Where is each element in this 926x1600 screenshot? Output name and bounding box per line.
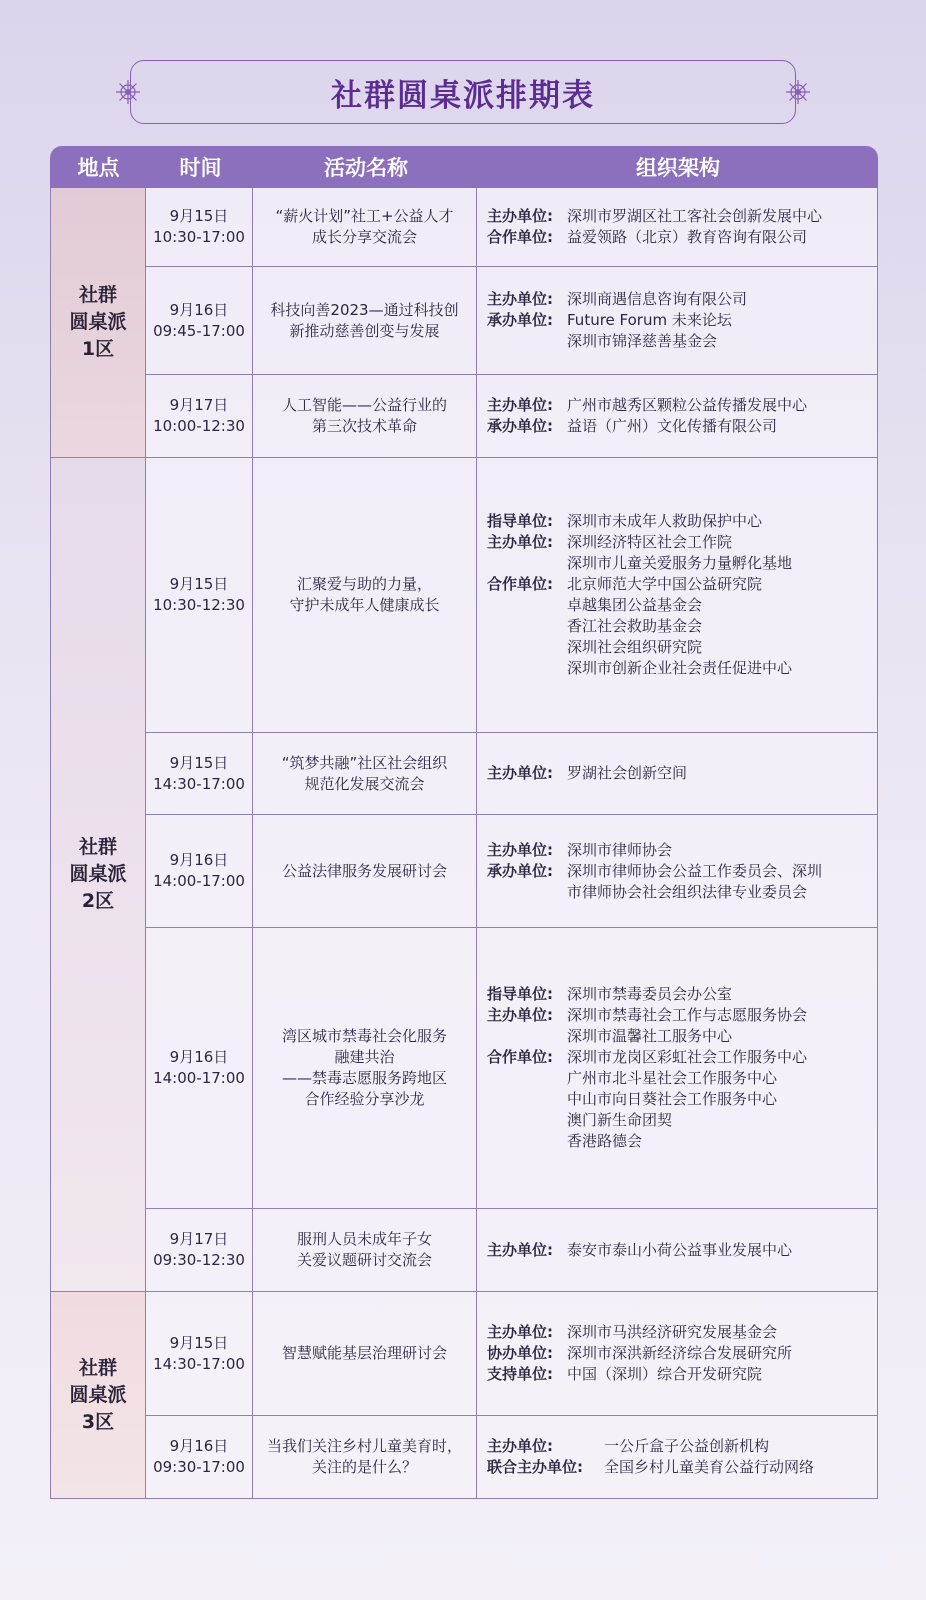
org-list bbox=[487, 1436, 814, 1478]
activity-name bbox=[289, 574, 439, 616]
activity-cell bbox=[253, 1416, 477, 1498]
table-row bbox=[146, 928, 877, 1209]
org-role: 合作单位: bbox=[487, 1048, 553, 1066]
event-date: 9月16日 bbox=[169, 300, 229, 319]
table-row bbox=[146, 815, 877, 928]
org-list bbox=[487, 1322, 792, 1385]
org-role bbox=[487, 637, 567, 658]
org-cell bbox=[477, 1292, 877, 1415]
ornament-icon bbox=[782, 76, 814, 108]
event-time: 14:00-17:00 bbox=[153, 1069, 245, 1087]
org-line bbox=[487, 395, 807, 416]
location-line: 圆桌派 bbox=[69, 863, 127, 885]
org-name: 益语（广州）文化传播有限公司 bbox=[567, 417, 778, 435]
table-row bbox=[146, 1292, 877, 1416]
event-time: 10:30-12:30 bbox=[153, 596, 245, 614]
org-cell bbox=[477, 267, 877, 374]
table-row bbox=[146, 733, 877, 815]
org-line bbox=[487, 984, 807, 1005]
location-group bbox=[50, 1292, 878, 1499]
org-line bbox=[487, 1005, 807, 1026]
org-line bbox=[487, 1457, 814, 1478]
org-list bbox=[487, 840, 822, 903]
org-name: 深圳市禁毒委员会办公室 bbox=[567, 985, 733, 1003]
event-date: 9月15日 bbox=[169, 1333, 229, 1352]
org-role bbox=[487, 1131, 567, 1152]
time-cell bbox=[146, 1209, 253, 1291]
activity-line: 成长分享交流会 bbox=[311, 228, 417, 246]
org-line bbox=[487, 416, 807, 437]
org-role: 主办单位: bbox=[487, 840, 553, 859]
org-role: 主办单位: bbox=[487, 1006, 553, 1024]
org-cell bbox=[477, 375, 877, 457]
org-name: 深圳市深洪新经济综合发展研究所 bbox=[567, 1344, 793, 1362]
org-line bbox=[487, 637, 792, 658]
org-name: 香港路德会 bbox=[567, 1132, 643, 1150]
org-line bbox=[487, 553, 792, 574]
time-cell bbox=[146, 1416, 253, 1498]
org-line bbox=[487, 1131, 807, 1152]
org-name: 深圳社会组织研究院 bbox=[567, 638, 703, 656]
org-role: 主办单位: bbox=[487, 396, 553, 414]
activity-line: 关爱议题研讨交流会 bbox=[296, 1251, 432, 1269]
activity-cell bbox=[253, 375, 477, 457]
table-body bbox=[50, 188, 878, 1499]
org-cell bbox=[477, 458, 877, 732]
org-name: 广州市越秀区颗粒公益传播发展中心 bbox=[567, 396, 808, 414]
location-label bbox=[69, 1355, 126, 1436]
org-role: 承办单位: bbox=[487, 417, 553, 435]
org-role bbox=[487, 1110, 567, 1131]
activity-line: 人工智能——公益行业的 bbox=[281, 396, 447, 414]
header-location: 地点 bbox=[77, 156, 120, 180]
org-name: 深圳市儿童关爱服务力量孵化基地 bbox=[567, 554, 793, 572]
org-line bbox=[487, 616, 792, 637]
org-line bbox=[487, 1343, 792, 1364]
event-time: 09:45-17:00 bbox=[153, 321, 245, 340]
org-line bbox=[487, 1110, 807, 1131]
location-label bbox=[69, 834, 126, 915]
org-role: 指导单位: bbox=[487, 512, 553, 530]
activity-line: 汇聚爱与助的力量， bbox=[296, 575, 432, 593]
activity-line: 合作经验分享沙龙 bbox=[304, 1090, 425, 1108]
org-list bbox=[487, 1240, 792, 1261]
org-list bbox=[487, 206, 822, 248]
event-time: 09:30-17:00 bbox=[153, 1458, 245, 1476]
event-time: 09:30-12:30 bbox=[153, 1251, 245, 1269]
event-date: 9月16日 bbox=[169, 1048, 229, 1066]
org-role bbox=[487, 553, 567, 574]
location-line: 圆桌派 bbox=[69, 1383, 127, 1406]
table-row bbox=[146, 458, 877, 733]
group-rows bbox=[146, 1292, 877, 1498]
activity-name bbox=[282, 1026, 447, 1110]
time-block bbox=[153, 206, 245, 248]
org-line bbox=[487, 289, 747, 310]
event-date: 9月16日 bbox=[169, 1437, 229, 1455]
activity-line: 当我们关注乡村儿童美育时， bbox=[266, 1437, 462, 1455]
activity-line: 关注的是什么？ bbox=[311, 1458, 417, 1476]
activity-name bbox=[275, 206, 453, 248]
time-cell bbox=[146, 375, 253, 457]
location-line: 社群 bbox=[78, 284, 117, 306]
activity-cell bbox=[253, 458, 477, 732]
event-date: 9月17日 bbox=[169, 396, 229, 414]
activity-cell bbox=[253, 1292, 477, 1415]
activity-line: 规范化发展交流会 bbox=[304, 774, 425, 793]
location-group bbox=[50, 458, 878, 1292]
org-role bbox=[487, 1089, 567, 1110]
table-header bbox=[50, 146, 878, 188]
org-line bbox=[487, 1436, 814, 1457]
org-line bbox=[487, 595, 792, 616]
org-name: 中国（深圳）综合开发研究院 bbox=[567, 1365, 763, 1383]
org-line bbox=[487, 310, 747, 331]
org-role bbox=[487, 658, 567, 679]
org-line bbox=[487, 882, 822, 903]
location-label bbox=[69, 282, 126, 363]
time-block bbox=[153, 574, 245, 616]
activity-line: 智慧赋能基层治理研讨会 bbox=[281, 1344, 447, 1362]
header-activity: 活动名称 bbox=[324, 156, 408, 180]
activity-name bbox=[282, 753, 448, 795]
activity-line: 融建共治 bbox=[334, 1048, 395, 1066]
org-role: 支持单位: bbox=[487, 1365, 553, 1383]
org-line bbox=[487, 763, 687, 784]
activity-line: “薪火计划”社工+公益人才 bbox=[275, 207, 454, 225]
table-row bbox=[146, 267, 877, 375]
activity-line: 公益法律服务发展研讨会 bbox=[281, 861, 447, 880]
org-line bbox=[487, 1068, 807, 1089]
org-cell bbox=[477, 1209, 877, 1291]
group-rows bbox=[146, 188, 877, 457]
org-name: 深圳市未成年人救助保护中心 bbox=[567, 512, 763, 530]
org-line bbox=[487, 1240, 792, 1261]
org-name: 深圳市律师协会公益工作委员会、深圳 bbox=[567, 861, 823, 880]
activity-cell bbox=[253, 733, 477, 814]
activity-line: 服刑人员未成年子女 bbox=[296, 1230, 432, 1248]
org-line bbox=[487, 1322, 792, 1343]
org-line bbox=[487, 1026, 807, 1047]
org-line bbox=[487, 1089, 807, 1110]
activity-name bbox=[282, 861, 447, 882]
event-date: 9月15日 bbox=[169, 753, 229, 772]
org-line bbox=[487, 840, 822, 861]
org-role bbox=[487, 882, 567, 903]
event-date: 9月15日 bbox=[169, 207, 229, 225]
org-line bbox=[487, 511, 792, 532]
org-line bbox=[487, 1047, 807, 1068]
activity-line: “筑梦共融”社区社会组织 bbox=[281, 753, 448, 772]
activity-name bbox=[297, 1229, 432, 1271]
org-name: 一公斤盒子公益创新机构 bbox=[604, 1437, 770, 1455]
time-cell bbox=[146, 733, 253, 814]
org-name: 深圳市罗湖区社工客社会创新发展中心 bbox=[567, 207, 823, 225]
location-cell bbox=[51, 1292, 146, 1498]
org-name: 益爱领路（北京）教育咨询有限公司 bbox=[567, 228, 808, 246]
org-name: 广州市北斗星社会工作服务中心 bbox=[567, 1069, 778, 1087]
org-name: 卓越集团公益基金会 bbox=[567, 596, 703, 614]
time-block bbox=[153, 1436, 245, 1478]
event-time: 14:00-17:00 bbox=[153, 872, 245, 890]
org-name: 北京师范大学中国公益研究院 bbox=[567, 575, 763, 593]
org-role bbox=[487, 1068, 567, 1089]
org-role: 承办单位: bbox=[487, 311, 553, 329]
org-line bbox=[487, 1364, 792, 1385]
location-cell bbox=[51, 458, 146, 1291]
time-cell bbox=[146, 928, 253, 1208]
table-row bbox=[146, 1209, 877, 1291]
org-role: 合作单位: bbox=[487, 575, 553, 593]
org-name: 泰安市泰山小荷公益事业发展中心 bbox=[567, 1240, 793, 1259]
location-line: 社群 bbox=[78, 836, 117, 858]
page-title: 社群圆桌派排期表 bbox=[331, 77, 595, 114]
org-name: 深圳市创新企业社会责任促进中心 bbox=[567, 659, 793, 677]
event-date: 9月17日 bbox=[169, 1230, 229, 1248]
org-name: 全国乡村儿童美育公益行动网络 bbox=[604, 1458, 815, 1476]
time-block bbox=[153, 850, 245, 892]
org-name: 深圳市温馨社工服务中心 bbox=[567, 1027, 733, 1045]
org-cell bbox=[477, 815, 877, 927]
org-role bbox=[487, 1026, 567, 1047]
table-row bbox=[146, 1416, 877, 1498]
org-role bbox=[487, 331, 567, 352]
location-line: 1区 bbox=[81, 338, 115, 360]
org-name: 香江社会救助基金会 bbox=[567, 617, 703, 635]
activity-line: ——禁毒志愿服务跨地区 bbox=[281, 1069, 447, 1087]
org-line bbox=[487, 861, 822, 882]
org-role: 主办单位: bbox=[487, 290, 553, 308]
event-time: 14:30-17:00 bbox=[153, 1354, 245, 1373]
org-cell bbox=[477, 188, 877, 266]
org-role: 主办单位: bbox=[487, 1323, 553, 1341]
time-block bbox=[153, 395, 245, 437]
title-banner bbox=[112, 60, 814, 124]
org-role: 主办单位: bbox=[487, 207, 553, 225]
org-role: 指导单位: bbox=[487, 985, 553, 1003]
location-line: 2区 bbox=[81, 890, 115, 912]
activity-cell bbox=[253, 928, 477, 1208]
org-line bbox=[487, 574, 792, 595]
location-cell bbox=[51, 188, 146, 457]
time-cell bbox=[146, 458, 253, 732]
org-role: 主办单位: bbox=[487, 1240, 553, 1259]
activity-cell bbox=[253, 188, 477, 266]
time-cell bbox=[146, 1292, 253, 1415]
org-cell bbox=[477, 928, 877, 1208]
event-time: 10:30-17:00 bbox=[153, 228, 245, 246]
time-block bbox=[153, 300, 245, 342]
time-cell bbox=[146, 815, 253, 927]
activity-line: 新推动慈善创变与发展 bbox=[289, 321, 440, 340]
org-line bbox=[487, 532, 792, 553]
time-block bbox=[153, 1333, 245, 1375]
header-time: 时间 bbox=[179, 156, 222, 180]
time-block bbox=[153, 1229, 245, 1271]
org-list bbox=[487, 395, 807, 437]
org-role bbox=[487, 595, 567, 616]
activity-name bbox=[282, 395, 447, 437]
org-list bbox=[487, 511, 792, 679]
org-name: 深圳市龙岗区彩虹社会工作服务中心 bbox=[567, 1048, 808, 1066]
org-list bbox=[487, 984, 807, 1152]
org-role: 主办单位: bbox=[487, 764, 553, 782]
time-block bbox=[153, 1047, 245, 1089]
org-list bbox=[487, 289, 747, 352]
location-line: 社群 bbox=[78, 1356, 117, 1379]
group-rows bbox=[146, 458, 877, 1291]
org-line bbox=[487, 658, 792, 679]
schedule-table bbox=[50, 146, 878, 1499]
org-name: 罗湖社会创新空间 bbox=[567, 764, 688, 782]
org-name: 深圳市锦泽慈善基金会 bbox=[567, 332, 718, 350]
event-date: 9月16日 bbox=[169, 851, 229, 869]
org-line bbox=[487, 227, 822, 248]
location-line: 圆桌派 bbox=[69, 311, 127, 333]
event-time: 10:00-12:30 bbox=[153, 417, 245, 435]
org-line bbox=[487, 331, 747, 352]
activity-cell bbox=[253, 267, 477, 374]
org-role bbox=[487, 616, 567, 637]
event-date: 9月15日 bbox=[169, 575, 229, 593]
org-list bbox=[487, 763, 687, 784]
activity-cell bbox=[253, 815, 477, 927]
activity-line: 湾区城市禁毒社会化服务 bbox=[281, 1027, 447, 1045]
org-name: 中山市向日葵社会工作服务中心 bbox=[567, 1090, 778, 1108]
title-frame bbox=[130, 60, 796, 124]
org-name: 深圳市禁毒社会工作与志愿服务协会 bbox=[567, 1006, 808, 1024]
location-group bbox=[50, 188, 878, 458]
org-name: 深圳商遇信息咨询有限公司 bbox=[567, 290, 748, 308]
org-name: 澳门新生命团契 bbox=[567, 1111, 673, 1129]
activity-line: 守护未成年人健康成长 bbox=[289, 596, 440, 614]
org-cell bbox=[477, 1416, 877, 1498]
header-org: 组织架构 bbox=[636, 156, 720, 180]
location-line: 3区 bbox=[81, 1410, 115, 1433]
org-role: 主办单位: bbox=[487, 533, 553, 551]
activity-name bbox=[267, 1436, 462, 1478]
table-row bbox=[146, 375, 877, 457]
activity-line: 第三次技术革命 bbox=[311, 417, 417, 435]
table-row bbox=[146, 188, 877, 267]
org-role: 承办单位: bbox=[487, 861, 553, 880]
org-role: 合作单位: bbox=[487, 228, 553, 246]
org-name: 深圳市马洪经济研究发展基金会 bbox=[567, 1323, 778, 1341]
time-cell bbox=[146, 267, 253, 374]
org-line bbox=[487, 206, 822, 227]
time-cell bbox=[146, 188, 253, 266]
time-block bbox=[153, 753, 245, 795]
activity-cell bbox=[253, 1209, 477, 1291]
org-name: 深圳经济特区社会工作院 bbox=[567, 533, 733, 551]
org-name: 市律师协会社会组织法律专业委员会 bbox=[567, 882, 808, 901]
org-role: 协办单位: bbox=[487, 1344, 553, 1362]
org-role: 联合主办单位: bbox=[487, 1458, 583, 1476]
activity-line: 科技向善2023—通过科技创 bbox=[270, 300, 459, 319]
event-time: 14:30-17:00 bbox=[153, 774, 245, 793]
org-cell bbox=[477, 733, 877, 814]
org-name: Future Forum 未来论坛 bbox=[567, 311, 732, 329]
activity-name bbox=[270, 300, 458, 342]
activity-name bbox=[282, 1343, 447, 1364]
org-name: 深圳市律师协会 bbox=[567, 840, 673, 859]
org-role: 主办单位: bbox=[487, 1437, 553, 1455]
